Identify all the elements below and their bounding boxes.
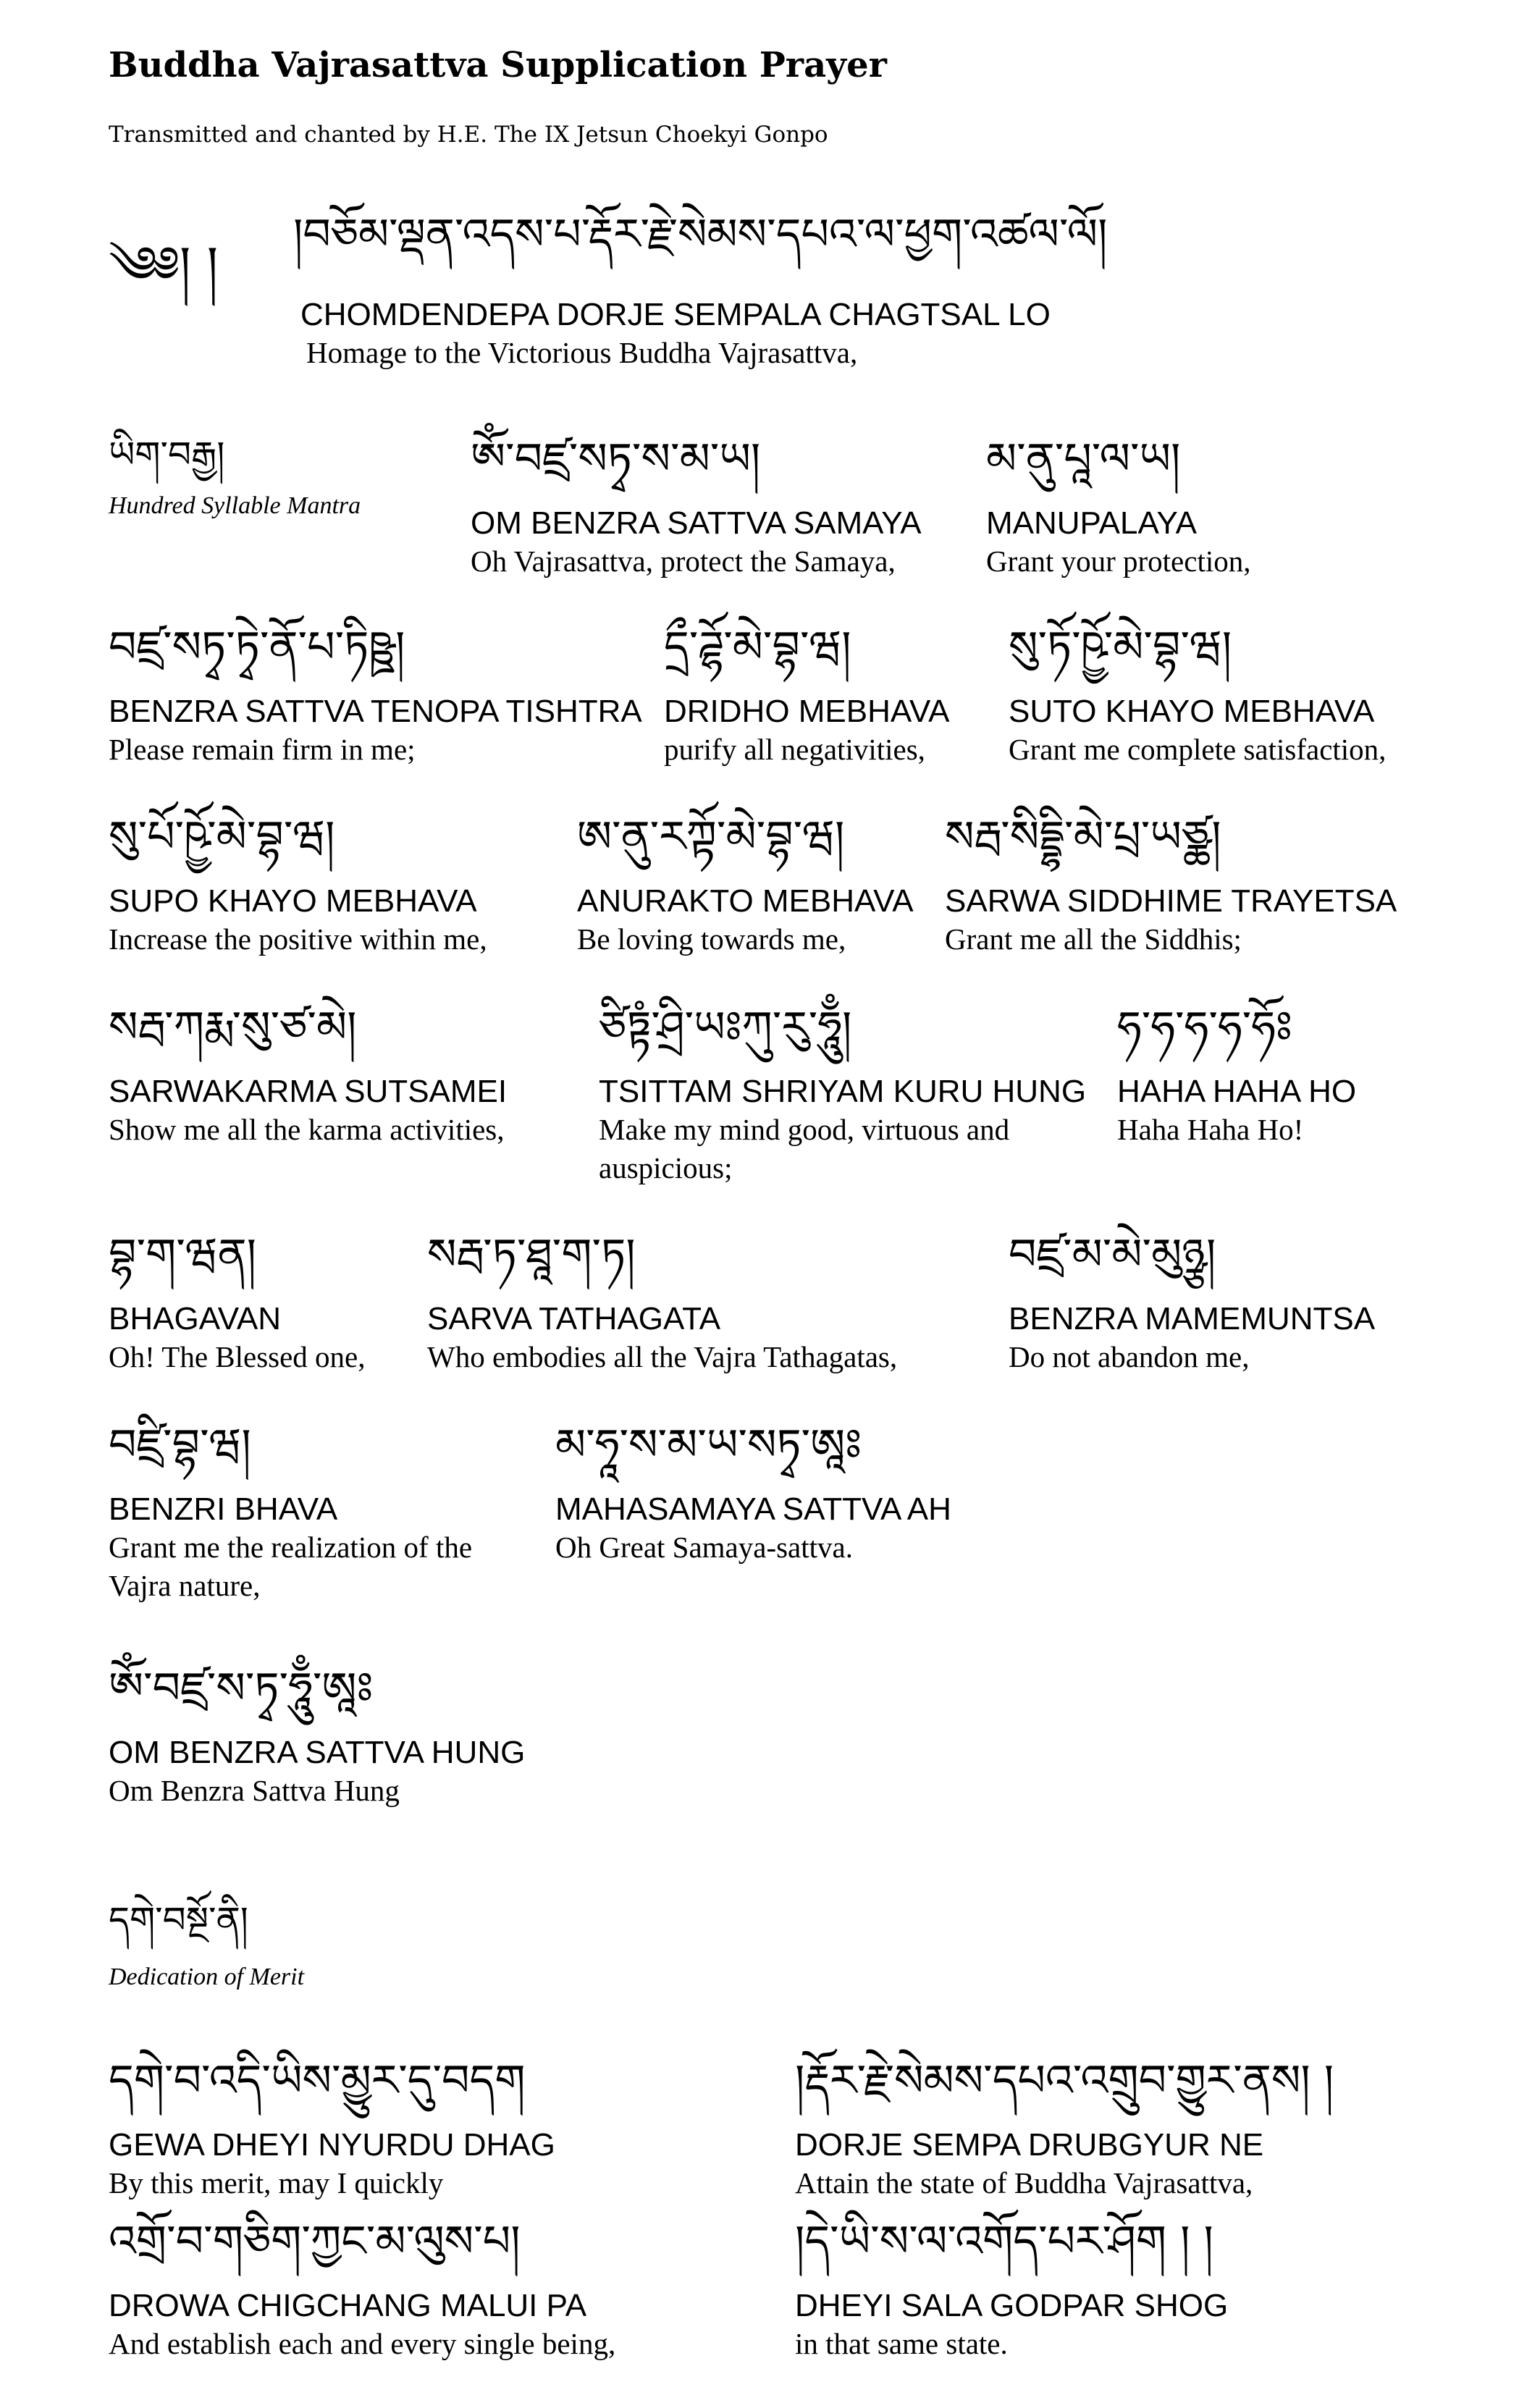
dedication-tibetan: འགྲོ་བ་གཅིག་ཀྱང་མ་ལུས་པ། — [109, 2216, 521, 2267]
mantra-line — [1009, 1229, 1375, 1376]
dedication-line — [109, 2215, 615, 2363]
mantra-romanization: MANUPALAYA — [986, 505, 1197, 541]
mantra-line — [109, 1001, 507, 1149]
mantra-tibetan: དྲྀ་ཌྷོ་མེ་བྷ་ཝ། — [664, 622, 851, 673]
mantra-translation: Show me all the karma activities, — [109, 1112, 505, 1146]
mantra-translation: Make my mind good, virtuous and auspicious; — [599, 1112, 1010, 1184]
mantra-line — [986, 433, 1250, 581]
mantra-translation: Om Benzra Sattva Hung — [109, 1773, 400, 1807]
dedication-section-label — [109, 1898, 304, 1991]
mantra-tibetan: སུ་པོ་ཥྱོ་མེ་བྷ་ཝ། — [109, 812, 335, 862]
dedication-translation: in that same state. — [795, 2326, 1008, 2360]
mantra-translation: Who embodies all the Vajra Tathagatas, — [427, 1339, 898, 1373]
mantra-line — [109, 811, 487, 959]
mantra-label-tibetan: ཡིག་བརྒྱ། — [109, 434, 225, 476]
dedication-tibetan: །དེ་ཡི་ས་ལ་འགོད་པར་ཤོག ། ། — [795, 2216, 1213, 2267]
dedication-romanization: DORJE SEMPA DRUBGYUR NE — [795, 2127, 1264, 2163]
dedication-romanization: DHEYI SALA GODPAR SHOG — [795, 2288, 1229, 2323]
mantra-romanization: HAHA HAHA HO — [1117, 1074, 1357, 1109]
mantra-romanization: SARWAKARMA SUTSAMEI — [109, 1074, 508, 1109]
mantra-line — [664, 621, 949, 769]
dedication-translation: And establish each and every single being, — [109, 2326, 616, 2360]
mantra-tibetan: མ་ནུ་པཱ་ལ་ཡ། — [986, 434, 1181, 484]
homage-translation: Homage to the Victorious Buddha Vajrasattva, — [306, 335, 858, 369]
mantra-tibetan: ཨོཾ་བཛྲ་སཏྭ་ས་མ་ཡ། — [471, 434, 761, 484]
mantra-translation: Oh Great Samaya-sattva. — [555, 1530, 853, 1564]
mantra-line — [109, 1229, 366, 1376]
mantra-label-english: Hundred Syllable Mantra — [109, 492, 361, 519]
dedication-line — [109, 2055, 555, 2202]
mantra-line — [1009, 621, 1386, 769]
dedication-label-tibetan: དགེ་བསྔོ་ནི། — [109, 1899, 248, 1941]
mantra-tibetan: བཛྲ་མ་མེ་མུཉྩ། — [1009, 1229, 1216, 1280]
mantra-romanization: BENZRA SATTVA TENOPA TISHTRA — [109, 694, 642, 729]
mantra-romanization: SARVA TATHAGATA — [427, 1301, 721, 1337]
mantra-tibetan: ཧ་ཧ་ཧ་ཧ་ཧོཿ — [1117, 1002, 1292, 1053]
homage-romanization: CHOMDENDEPA DORJE SEMPALA CHAGTSAL LO — [300, 297, 1051, 332]
dedication-romanization: GEWA DHEYI NYURDU DHAG — [109, 2127, 555, 2163]
mantra-translation: Oh Vajrasattva, protect the Samaya, — [471, 544, 896, 578]
mantra-translation: Increase the positive within me, — [109, 922, 487, 956]
mantra-line — [577, 811, 914, 959]
dedication-translation: Attain the state of Buddha Vajrasattva, — [795, 2165, 1253, 2200]
dedication-tibetan: དགེ་བ་འདི་ཡིས་མྱུར་དུ་བདག — [109, 2055, 526, 2106]
dedication-label-english: Dedication of Merit — [109, 1963, 305, 1990]
mantra-romanization: BENZRI BHAVA — [109, 1491, 338, 1527]
mantra-romanization: OM BENZRA SATTVA SAMAYA — [471, 505, 922, 541]
mantra-romanization: SUTO KHAYO MEBHAVA — [1009, 694, 1375, 729]
mantra-tibetan: མ་ཧཱ་ས་མ་ཡ་སཏྭ་ཨཱཿ — [555, 1420, 862, 1470]
dedication-line — [795, 2215, 1228, 2363]
mantra-line — [109, 1662, 525, 1810]
mantra-line — [109, 1419, 500, 1605]
homage-tibetan: །བཅོམ་ལྡན་འདས་པ་རྡོར་རྗེ་སེམས་དཔའ་ལ་ཕྱག་འཚལ་ལོ། — [293, 209, 1108, 260]
page-subtitle: Transmitted and chanted by H.E. The IX Jetsun Choekyi Gonpo — [109, 122, 828, 148]
mantra-tibetan: སརྦ་སིདྡྷི་མེ་པྲ་ཡཙྪ། — [945, 812, 1221, 862]
mantra-romanization: DRIDHO MEBHAVA — [664, 694, 950, 729]
mantra-translation: Be loving towards me, — [577, 922, 846, 956]
page-title: Buddha Vajrasattva Supplication Prayer — [109, 45, 887, 85]
mantra-translation: Grant your protection, — [986, 544, 1251, 578]
dedication-translation: By this merit, may I quickly — [109, 2165, 444, 2200]
mantra-translation: Do not abandon me, — [1009, 1339, 1250, 1373]
mantra-translation: Haha Haha Ho! — [1117, 1112, 1304, 1146]
mantra-line — [427, 1229, 897, 1376]
mantra-romanization: OM BENZRA SATTVA HUNG — [109, 1735, 526, 1770]
mantra-tibetan: བྷ་ག་ཝན། — [109, 1229, 256, 1280]
dedication-line — [795, 2055, 1334, 2202]
mantra-line — [471, 433, 922, 581]
mantra-tibetan: ཙིཏྟཾ་ཤྲི་ཡཿཀུ་རུ་ཧཱུྃ། — [599, 1002, 852, 1053]
mantra-romanization: ANURAKTO MEBHAVA — [577, 883, 914, 919]
mantra-line — [599, 1001, 1091, 1187]
mantra-tibetan: སརྦ་ཏ་ཐཱ་ག་ཏ། — [427, 1229, 636, 1280]
mantra-tibetan: སརྦ་ཀརྨ་སུ་ཙ་མེ། — [109, 1002, 357, 1053]
mantra-romanization: MAHASAMAYA SATTVA AH — [555, 1491, 951, 1527]
mantra-line — [1117, 1001, 1356, 1149]
homage-verse — [293, 209, 1107, 281]
mantra-tibetan: སུ་ཏོ་ཥྱོ་མེ་བྷ་ཝ། — [1009, 622, 1232, 673]
mantra-translation: Grant me all the Siddhis; — [945, 922, 1242, 956]
mantra-romanization: SUPO KHAYO MEBHAVA — [109, 883, 477, 919]
dedication-romanization: DROWA CHIGCHANG MALUI PA — [109, 2288, 587, 2323]
mantra-line — [945, 811, 1397, 959]
mantra-translation: Grant me the realization of the Vajra nature, — [109, 1530, 473, 1602]
mantra-romanization: TSITTAM SHRIYAM KURU HUNG — [599, 1074, 1087, 1109]
mantra-translation: Oh! The Blessed one, — [109, 1339, 366, 1373]
mantra-line — [109, 621, 642, 769]
mantra-translation: purify all negativities, — [664, 732, 925, 766]
mantra-tibetan: བཛྲི་བྷ་ཝ། — [109, 1420, 251, 1470]
mantra-translation: Please remain firm in me; — [109, 732, 416, 766]
mantra-romanization: BHAGAVAN — [109, 1301, 281, 1337]
opening-mark: ༄༅། ། — [109, 235, 219, 295]
mantra-section-label — [109, 433, 361, 520]
mantra-romanization: SARWA SIDDHIME TRAYETSA — [945, 883, 1397, 919]
mantra-romanization: BENZRA MAMEMUNTSA — [1009, 1301, 1376, 1337]
mantra-translation: Grant me complete satisfaction, — [1009, 732, 1387, 766]
mantra-tibetan: བཛྲ་སཏྭ་ཏྭེ་ནོ་པ་ཏིཥྛ། — [109, 622, 405, 673]
dedication-tibetan: །རྡོར་རྗེ་སེམས་དཔའ་འགྲུབ་གྱུར་ནས། ། — [795, 2055, 1334, 2106]
homage-text — [300, 297, 1051, 372]
mantra-tibetan: ཨ་ནུ་རཀྟོ་མེ་བྷ་ཝ། — [577, 812, 845, 862]
mantra-tibetan: ཨོཾ་བཛྲ་ས་ཏྭ་ཧཱུྃ་ཨཱཿ — [109, 1663, 374, 1714]
mantra-line — [555, 1419, 951, 1567]
